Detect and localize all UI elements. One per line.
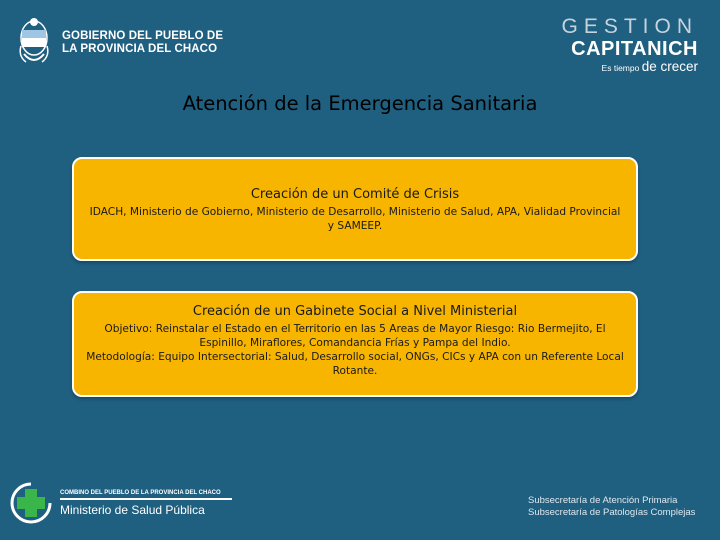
brand-tagline (538, 60, 698, 75)
slide-title: Atención de la Emergencia Sanitaria (182, 92, 538, 115)
brand-tag-small: Es tiempo (601, 63, 640, 73)
gov-line-1: GOBIERNO DEL PUEBLO DE (62, 30, 224, 42)
subsecretaries (528, 495, 695, 519)
ministry-name: Ministerio de Salud Pública (60, 502, 205, 517)
brand-logo (538, 16, 698, 75)
health-cross-icon (8, 480, 54, 526)
government-name (62, 30, 223, 56)
box-title: Creación de un Gabinete Social a Nivel Ministerial (192, 304, 518, 319)
box-objective-text: Objetivo: Reinstalar el Estado en el Territorio en las 5 Areas de Mayor Riesgo: Rio Bermejito, El Espinillo, Miraflores, Comandancia Frías y Pampa del Indio. (104, 323, 606, 349)
brand-main-text: CAPITANICH (571, 38, 698, 60)
brand-top-text: GESTION (561, 15, 698, 38)
gov-line-2: LA PROVINCIA DEL CHACO (62, 43, 218, 55)
box-title: Creación de un Comité de Crisis (250, 187, 460, 202)
crisis-committee-box (72, 157, 638, 261)
ministry-government-text: COMBINO DEL PUEBLO DE LA PROVINCIA DEL CHACO (60, 490, 232, 500)
subsecretary-primary-care: Subsecretaría de Atención Primaria (528, 495, 678, 506)
box-methodology-text: Metodología: Equipo Intersectorial: Salud, Desarrollo social, ONGs, CICs y APA con un Referente Local Rotante. (86, 351, 624, 377)
ministry-logo (8, 480, 232, 526)
subsecretary-complex-pathologies: Subsecretaría de Patologías Complejas (528, 507, 696, 518)
government-header (16, 16, 223, 70)
brand-tag-big: de crecer (641, 59, 698, 74)
social-cabinet-box (72, 291, 638, 397)
coat-of-arms-icon (16, 16, 52, 70)
box-text: IDACH, Ministerio de Gobierno, Ministerio de Desarrollo, Ministerio de Salud, APA, Vialidad Provincial y SAMEEP. (89, 206, 621, 232)
